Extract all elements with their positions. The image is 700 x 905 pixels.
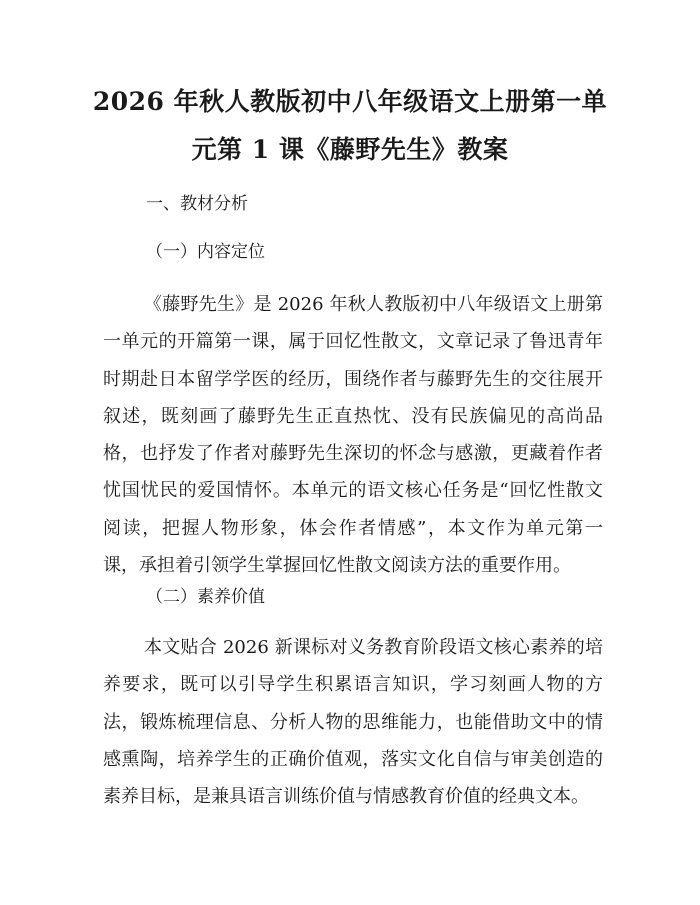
paragraph-line: 阅读，把握人物形象，体会作者情感”，本文作为单元第一 <box>103 517 603 539</box>
paragraph-line: 一单元的开篇第一课，属于回忆性散文，文章记录了鲁迅青年 <box>103 331 603 353</box>
paragraph-line: 忧国忧民的爱国情怀。本单元的语文核心任务是“回忆性散文 <box>103 480 603 502</box>
paragraph-line: 养要求，既可以引导学生积累语言知识，学习刻画人物的方 <box>103 674 603 696</box>
subsection-heading-content-positioning: （一）内容定位 <box>146 242 265 262</box>
subsection-heading-literacy-value: （二）素养价值 <box>146 587 265 607</box>
paragraph-literacy-value <box>103 629 603 815</box>
paragraph-line: 感熏陶，培养学生的正确价值观，落实文化自信与审美创造的 <box>103 748 603 770</box>
paragraph-line: 时期赴日本留学学医的经历，围绕作者与藤野先生的交往展开 <box>103 368 603 390</box>
paragraph-line: 叙述，既刻画了藤野先生正直热忱、没有民族偏见的高尚品 <box>103 405 603 427</box>
paragraph-content-positioning <box>103 286 603 584</box>
paragraph-line: 本文贴合 2026 新课标对义务教育阶段语文核心素养的培 <box>144 637 603 658</box>
paragraph-line: 法，锻炼梳理信息、分析人物的思维能力，也能借助文中的情 <box>103 711 603 733</box>
document-title-line-1: 2026 年秋人教版初中八年级语文上册第一单 <box>92 87 608 116</box>
paragraph-line: 《藤野先生》是 2026 年秋人教版初中八年级语文上册第 <box>144 294 603 315</box>
paragraph-line: 格，也抒发了作者对藤野先生深切的怀念与感激，更藏着作者 <box>103 443 603 465</box>
section-heading-teaching-material-analysis: 一、教材分析 <box>146 194 248 214</box>
document-title-line-2: 元第 1 课《藤野先生》教案 <box>191 135 509 164</box>
paragraph-line: 素养目标，是兼具语言训练价值与情感教育价值的经典文本。 <box>103 786 589 808</box>
paragraph-line: 课，承担着引领学生掌握回忆性散文阅读方法的重要作用。 <box>103 555 571 577</box>
